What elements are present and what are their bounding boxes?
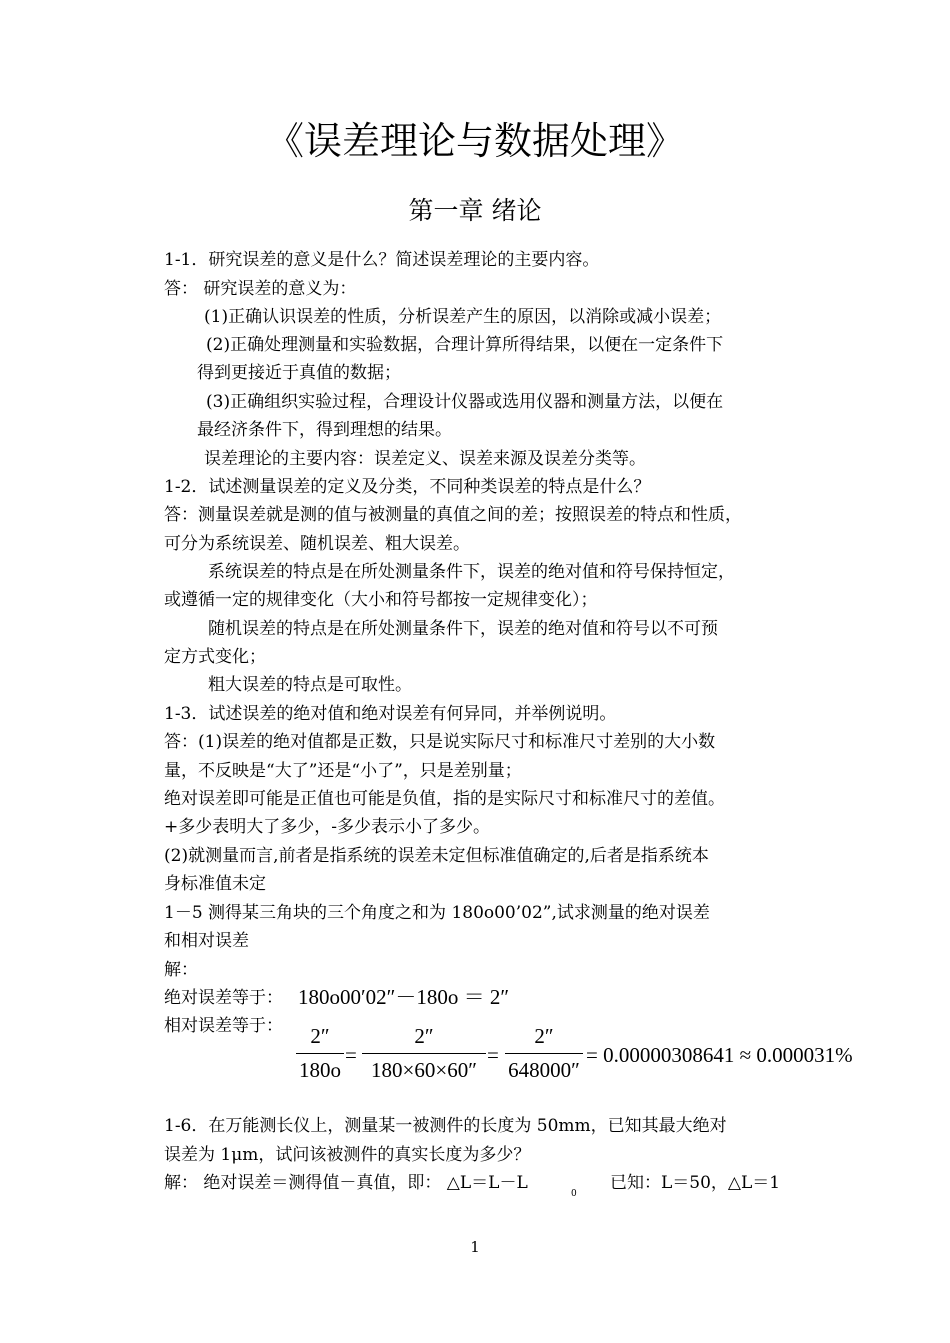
answer-1-2-line-1: 答：测量误差就是测的值与被测量的真值之间的差；按照误差的特点和性质， xyxy=(164,505,742,525)
answer-1-1-point-3-cont: 最经济条件下，得到理想的结果。 xyxy=(197,420,452,440)
absolute-error-label: 绝对误差等于： xyxy=(164,988,283,1008)
fraction-3-numerator: 2″ xyxy=(534,1024,554,1048)
answer-1-1-point-1: (1)正确认识误差的性质，分析误差产生的原因，以消除或减小误差； xyxy=(204,307,722,327)
page-number: 1 xyxy=(470,1238,480,1256)
fraction-1-numerator: 2″ xyxy=(310,1024,330,1048)
answer-1-3-line-1: 答：(1)误差的绝对值都是正数，只是说实际尺寸和标准尺寸差别的大小数 xyxy=(164,732,716,752)
answer-1-1-summary: 误差理论的主要内容：误差定义、误差来源及误差分类等。 xyxy=(204,449,646,469)
answer-1-3-line-3: 绝对误差即可能是正值也可能是负值，指的是实际尺寸和标准尺寸的差值。 xyxy=(164,789,725,809)
question-1-2: 1-2．试述测量误差的定义及分类，不同种类误差的特点是什么？ xyxy=(164,477,651,497)
chapter-heading: 第一章 绪论 xyxy=(408,196,542,225)
answer-1-6-known: 已知：L＝50，△L＝1 xyxy=(610,1173,781,1193)
document-title: 《误差理论与数据处理》 xyxy=(265,119,684,163)
question-1-6: 1-6．在万能测长仪上，测量某一被测件的长度为 50mm，已知其最大绝对 xyxy=(164,1116,727,1136)
answer-1-1-point-3: (3)正确组织实验过程，合理设计仪器或选用仪器和测量方法，以便在 xyxy=(206,392,724,412)
answer-1-2-systematic-cont: 或遵循一定的规律变化（大小和符号都按一定规律变化）； xyxy=(164,590,598,610)
fraction-1-denominator: 180o xyxy=(299,1058,341,1082)
equals-sign-2: = xyxy=(487,1043,499,1067)
answer-1-3-line-5: (2)就测量而言,前者是指系统的误差未定但标准值确定的,后者是指系统本 xyxy=(164,846,709,866)
answer-1-1-intro: 答： 研究误差的意义为： xyxy=(164,279,357,299)
answer-1-2-line-2: 可分为系统误差、随机误差、粗大误差。 xyxy=(164,534,470,554)
fraction-1 xyxy=(296,1024,344,1083)
answer-1-3-line-6: 身标准值未定 xyxy=(164,874,266,894)
answer-1-1-point-2-cont: 得到更接近于真值的数据； xyxy=(197,363,401,383)
answer-1-2-systematic: 系统误差的特点是在所处测量条件下，误差的绝对值和符号保持恒定， xyxy=(208,562,735,582)
fraction-2-denominator: 180×60×60″ xyxy=(371,1058,477,1082)
answer-1-3-line-4: +多少表明大了多少，-多少表示小了多少。 xyxy=(164,817,490,837)
fraction-3-denominator: 648000″ xyxy=(508,1058,580,1082)
absolute-error-formula: 180o00′02″－180o ＝ 2″ xyxy=(298,985,510,1009)
answer-1-6-line-1: 解： 绝对误差＝测得值－真值，即： △L＝L－L xyxy=(164,1173,528,1193)
solution-label: 解： xyxy=(164,960,198,980)
question-1-5: 1－5 测得某三角块的三个角度之和为 180o00’02”,试求测量的绝对误差 xyxy=(164,903,710,923)
question-1-1: 1-1．研究误差的意义是什么？简述误差理论的主要内容。 xyxy=(164,250,600,270)
answer-1-2-random: 随机误差的特点是在所处测量条件下，误差的绝对值和符号以不可预 xyxy=(208,619,718,639)
fraction-2-numerator: 2″ xyxy=(414,1024,434,1048)
answer-1-3-line-2: 量，不反映是“大了”还是“小了”，只是差别量； xyxy=(164,761,522,781)
relative-error-result: = 0.00000308641 ≈ 0.000031% xyxy=(586,1043,853,1067)
subscript-zero: 0 xyxy=(571,1189,577,1199)
question-1-5-cont: 和相对误差 xyxy=(164,931,249,951)
answer-1-2-gross: 粗大误差的特点是可取性。 xyxy=(208,675,412,695)
question-1-6-cont: 误差为 1μm，试问该被测件的真实长度为多少？ xyxy=(164,1145,531,1165)
fraction-2 xyxy=(362,1024,486,1083)
relative-error-label: 相对误差等于： xyxy=(164,1016,283,1036)
answer-1-2-random-cont: 定方式变化； xyxy=(164,647,266,667)
equals-sign-1: = xyxy=(345,1043,357,1067)
fraction-3 xyxy=(505,1024,583,1083)
question-1-3: 1-3．试述误差的绝对值和绝对误差有何异同，并举例说明。 xyxy=(164,704,617,724)
answer-1-1-point-2: (2)正确处理测量和实验数据，合理计算所得结果，以便在一定条件下 xyxy=(206,335,724,355)
